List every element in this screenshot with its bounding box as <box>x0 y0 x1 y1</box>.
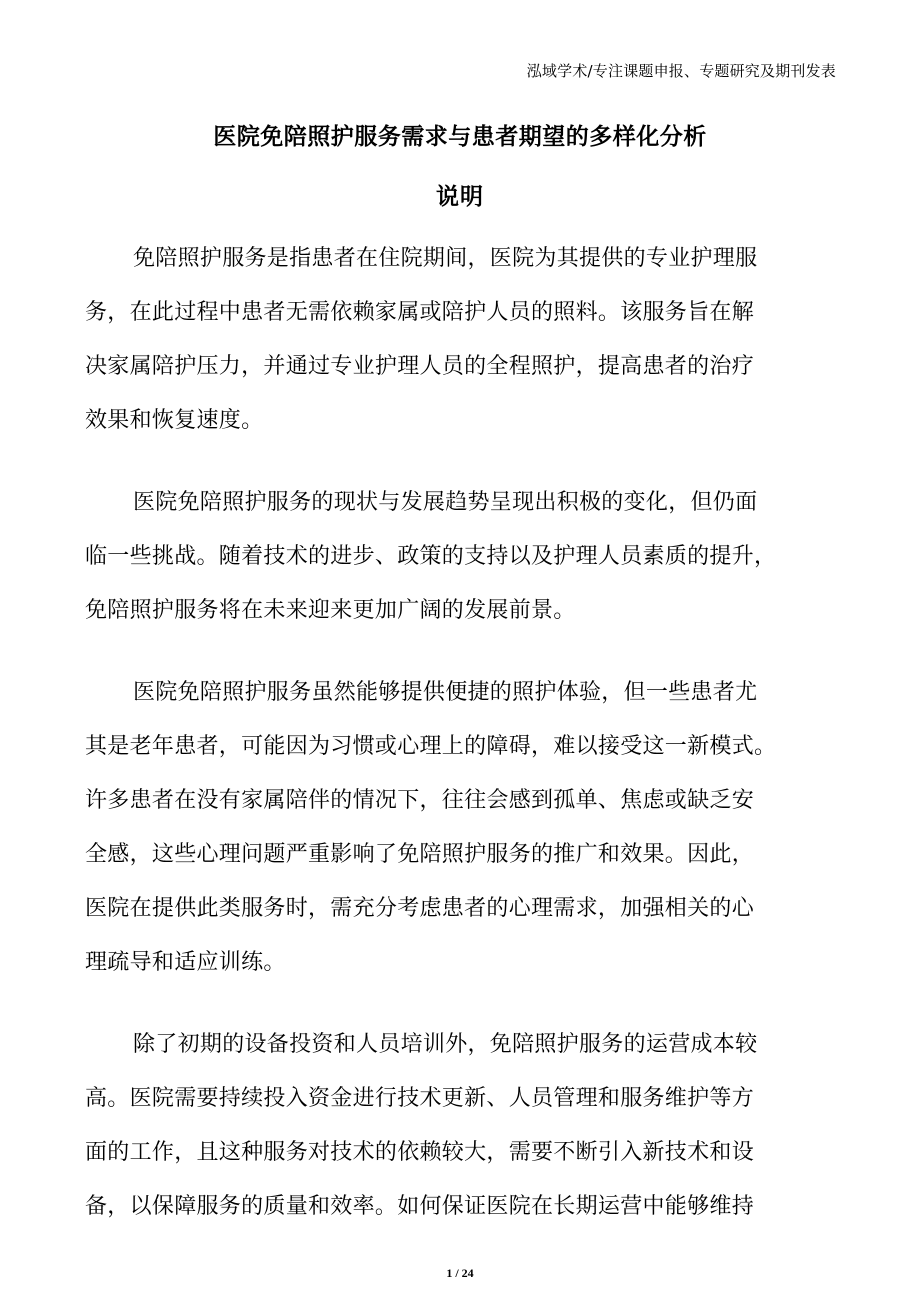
paragraph <box>85 232 845 448</box>
paragraph-line: 医院在提供此类服务时，需充分考虑患者的心理需求，加强相关的心 <box>85 896 755 921</box>
paragraph-line: 备，以保障服务的质量和效率。如何保证医院在长期运营中能够维持 <box>85 1194 755 1219</box>
paragraph-line: 面的工作，且这种服务对技术的依赖较大，需要不断引入新技术和设 <box>85 1140 755 1165</box>
paragraph-line: 务，在此过程中患者无需依赖家属或陪护人员的照料。该服务旨在解 <box>85 300 755 325</box>
paragraph-line: 免陪照护服务将在未来迎来更加广阔的发展前景。 <box>85 598 576 623</box>
paragraph <box>85 1018 845 1234</box>
paragraph-line: 全感，这些心理问题严重影响了免陪照护服务的推广和效果。因此， <box>85 842 755 867</box>
paragraph-line: 免陪照护服务是指患者在住院期间，医院为其提供的专业护理服 <box>133 246 758 271</box>
paragraph <box>85 476 845 638</box>
paragraph-line: 理疏导和适应训练。 <box>85 950 286 975</box>
paragraph-line: 其是老年患者，可能因为习惯或心理上的障碍，难以接受这一新模式。 <box>85 734 777 759</box>
paragraph-line: 许多患者在没有家属陪伴的情况下，往往会感到孤单、焦虑或缺乏安 <box>85 788 755 813</box>
paragraph-line: 效果和恢复速度。 <box>85 408 264 433</box>
paragraph-line: 医院免陪照护服务的现状与发展趋势呈现出积极的变化，但仍面 <box>133 490 758 515</box>
paragraph-line: 高。医院需要持续投入资金进行技术更新、人员管理和服务维护等方 <box>85 1086 755 1111</box>
page-number: 1 / 24 <box>446 1266 474 1280</box>
paragraph-line: 决家属陪护压力，并通过专业护理人员的全程照护，提高患者的治疗 <box>85 354 755 379</box>
paragraph-line: 临一些挑战。随着技术的进步、政策的支持以及护理人员素质的提升， <box>85 544 777 569</box>
document-subtitle: 说明 <box>436 184 484 210</box>
paragraph-line: 除了初期的设备投资和人员培训外，免陪照护服务的运营成本较 <box>133 1032 758 1057</box>
body-text <box>85 232 845 1262</box>
document-title: 医院免陪照护服务需求与患者期望的多样化分析 <box>213 124 707 150</box>
paragraph <box>85 666 845 990</box>
paragraph-line: 医院免陪照护服务虽然能够提供便捷的照护体验，但一些患者尤 <box>133 680 758 705</box>
header-note: 泓域学术/专注课题申报、专题研究及期刊发表 <box>526 62 836 80</box>
